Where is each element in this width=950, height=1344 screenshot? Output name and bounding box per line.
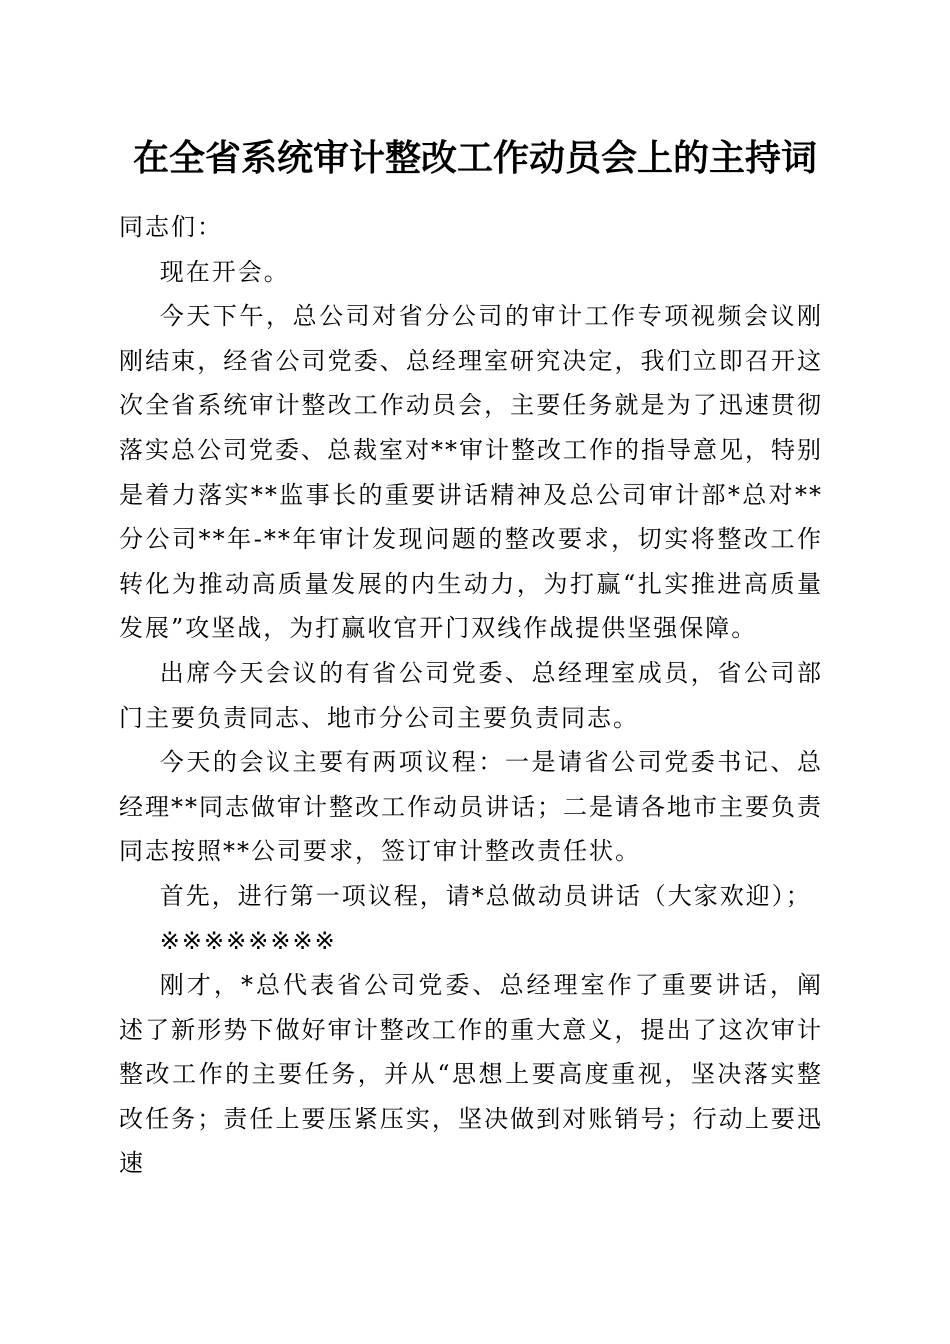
document-body — [119, 205, 823, 1186]
document-title: 在全省系统审计整改工作动员会上的主持词 — [132, 137, 817, 179]
paragraph-background: 今天下午，总公司对省分公司的审计工作专项视频会议刚刚结束，经省公司党委、总经理室研究决定，我们立即召开这次全省系统审计整改工作动员会，主要任务就是为了迅速贯彻落实总公司党委、总裁室对**审计整改工作的指导意见，特别是着力落实**监事长的重要讲话精神及总公司审计部*总对**分公司**年-**年审计发现问题的整改要求，切实将整改工作转化为推动高质量发展的内生动力，为打赢“扎实推进高质量发展”攻坚战，为打赢收官开门双线作战提供坚强保障。 — [119, 302, 823, 643]
paragraph-summary: 刚才，*总代表省公司党委、总经理室作了重要讲话，阐述了新形势下做好审计整改工作的重大意义，提出了这次审计整改工作的主要任务，并从“思想上要高度重视，坚决落实整改任务；责任上要压紧压实，坚决做到对账销号；行动上要迅速 — [119, 971, 823, 1178]
salutation: 同志们： — [119, 213, 223, 241]
paragraph-attendees: 出席今天会议的有省公司党委、总经理室成员，省公司部门主要负责同志、地市分公司主要负责同志。 — [119, 658, 823, 732]
section-separator: ※※※※※※※※ — [159, 926, 337, 955]
paragraph-opening: 现在开会。 — [159, 257, 290, 286]
paragraph-agenda: 今天的会议主要有两项议程：一是请省公司党委书记、总经理**同志做审计整改工作动员讲话；二是请各地市主要负责同志按照**公司要求，签订审计整改责任状。 — [119, 748, 823, 866]
paragraph-first-item: 首先，进行第一项议程，请*总做动员讲话（大家欢迎）； — [159, 881, 812, 910]
